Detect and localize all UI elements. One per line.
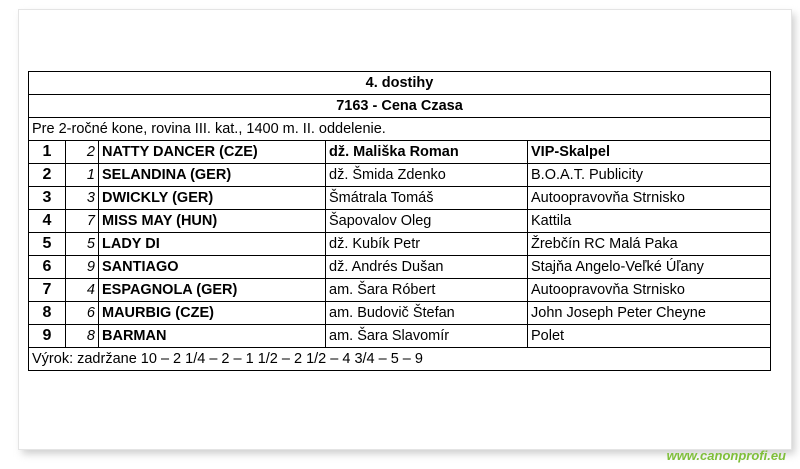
table-row xyxy=(29,164,771,187)
race-results-table xyxy=(28,71,771,371)
owner-cell: Autoopravovňa Strnisko xyxy=(528,279,771,302)
jockey-cell: dž. Mališka Roman xyxy=(326,141,528,164)
number-cell: 3 xyxy=(66,187,99,210)
race-conditions: Pre 2-ročné kone, rovina III. kat., 1400 m. II. oddelenie. xyxy=(29,118,771,141)
site-watermark: www.canonprofi.eu xyxy=(666,448,786,463)
number-cell: 5 xyxy=(66,233,99,256)
jockey-cell: am. Šara Slavomír xyxy=(326,325,528,348)
number-cell: 7 xyxy=(66,210,99,233)
horse-cell: DWICKLY (GER) xyxy=(99,187,326,210)
place-cell: 9 xyxy=(29,325,66,348)
table-row xyxy=(29,256,771,279)
jockey-cell: dž. Kubík Petr xyxy=(326,233,528,256)
race-conditions-row xyxy=(29,118,771,141)
race-name-row xyxy=(29,95,771,118)
number-cell: 9 xyxy=(66,256,99,279)
jockey-cell: am. Budovič Štefan xyxy=(326,302,528,325)
table-row xyxy=(29,279,771,302)
horse-cell: MISS MAY (HUN) xyxy=(99,210,326,233)
owner-cell: VIP-Skalpel xyxy=(528,141,771,164)
number-cell: 1 xyxy=(66,164,99,187)
owner-cell: Polet xyxy=(528,325,771,348)
place-cell: 4 xyxy=(29,210,66,233)
number-cell: 4 xyxy=(66,279,99,302)
horse-cell: NATTY DANCER (CZE) xyxy=(99,141,326,164)
jockey-cell: dž. Andrés Dušan xyxy=(326,256,528,279)
number-cell: 8 xyxy=(66,325,99,348)
owner-cell: Stajňa Angelo-Veľké Úľany xyxy=(528,256,771,279)
owner-cell: Kattila xyxy=(528,210,771,233)
table-row xyxy=(29,233,771,256)
table-row xyxy=(29,325,771,348)
owner-cell: Žrebčín RC Malá Paka xyxy=(528,233,771,256)
place-cell: 1 xyxy=(29,141,66,164)
horse-cell: BARMAN xyxy=(99,325,326,348)
number-cell: 6 xyxy=(66,302,99,325)
jockey-cell: Šapovalov Oleg xyxy=(326,210,528,233)
race-title-row xyxy=(29,72,771,95)
table-row xyxy=(29,141,771,164)
table-row xyxy=(29,302,771,325)
race-name: 7163 - Cena Czasa xyxy=(29,95,771,118)
jockey-cell: Šmátrala Tomáš xyxy=(326,187,528,210)
table-row xyxy=(29,210,771,233)
place-cell: 8 xyxy=(29,302,66,325)
jockey-cell: dž. Šmida Zdenko xyxy=(326,164,528,187)
place-cell: 3 xyxy=(29,187,66,210)
horse-cell: MAURBIG (CZE) xyxy=(99,302,326,325)
horse-cell: SANTIAGO xyxy=(99,256,326,279)
owner-cell: Autoopravovňa Strnisko xyxy=(528,187,771,210)
race-verdict: Výrok: zadržane 10 – 2 1/4 – 2 – 1 1/2 – 2 1/2 – 4 3/4 – 5 – 9 xyxy=(29,348,771,371)
number-cell: 2 xyxy=(66,141,99,164)
place-cell: 7 xyxy=(29,279,66,302)
verdict-row xyxy=(29,348,771,371)
owner-cell: John Joseph Peter Cheyne xyxy=(528,302,771,325)
horse-cell: SELANDINA (GER) xyxy=(99,164,326,187)
jockey-cell: am. Šara Róbert xyxy=(326,279,528,302)
race-title: 4. dostihy xyxy=(29,72,771,95)
place-cell: 2 xyxy=(29,164,66,187)
table-row xyxy=(29,187,771,210)
owner-cell: B.O.A.T. Publicity xyxy=(528,164,771,187)
horse-cell: ESPAGNOLA (GER) xyxy=(99,279,326,302)
horse-cell: LADY DI xyxy=(99,233,326,256)
place-cell: 5 xyxy=(29,233,66,256)
place-cell: 6 xyxy=(29,256,66,279)
